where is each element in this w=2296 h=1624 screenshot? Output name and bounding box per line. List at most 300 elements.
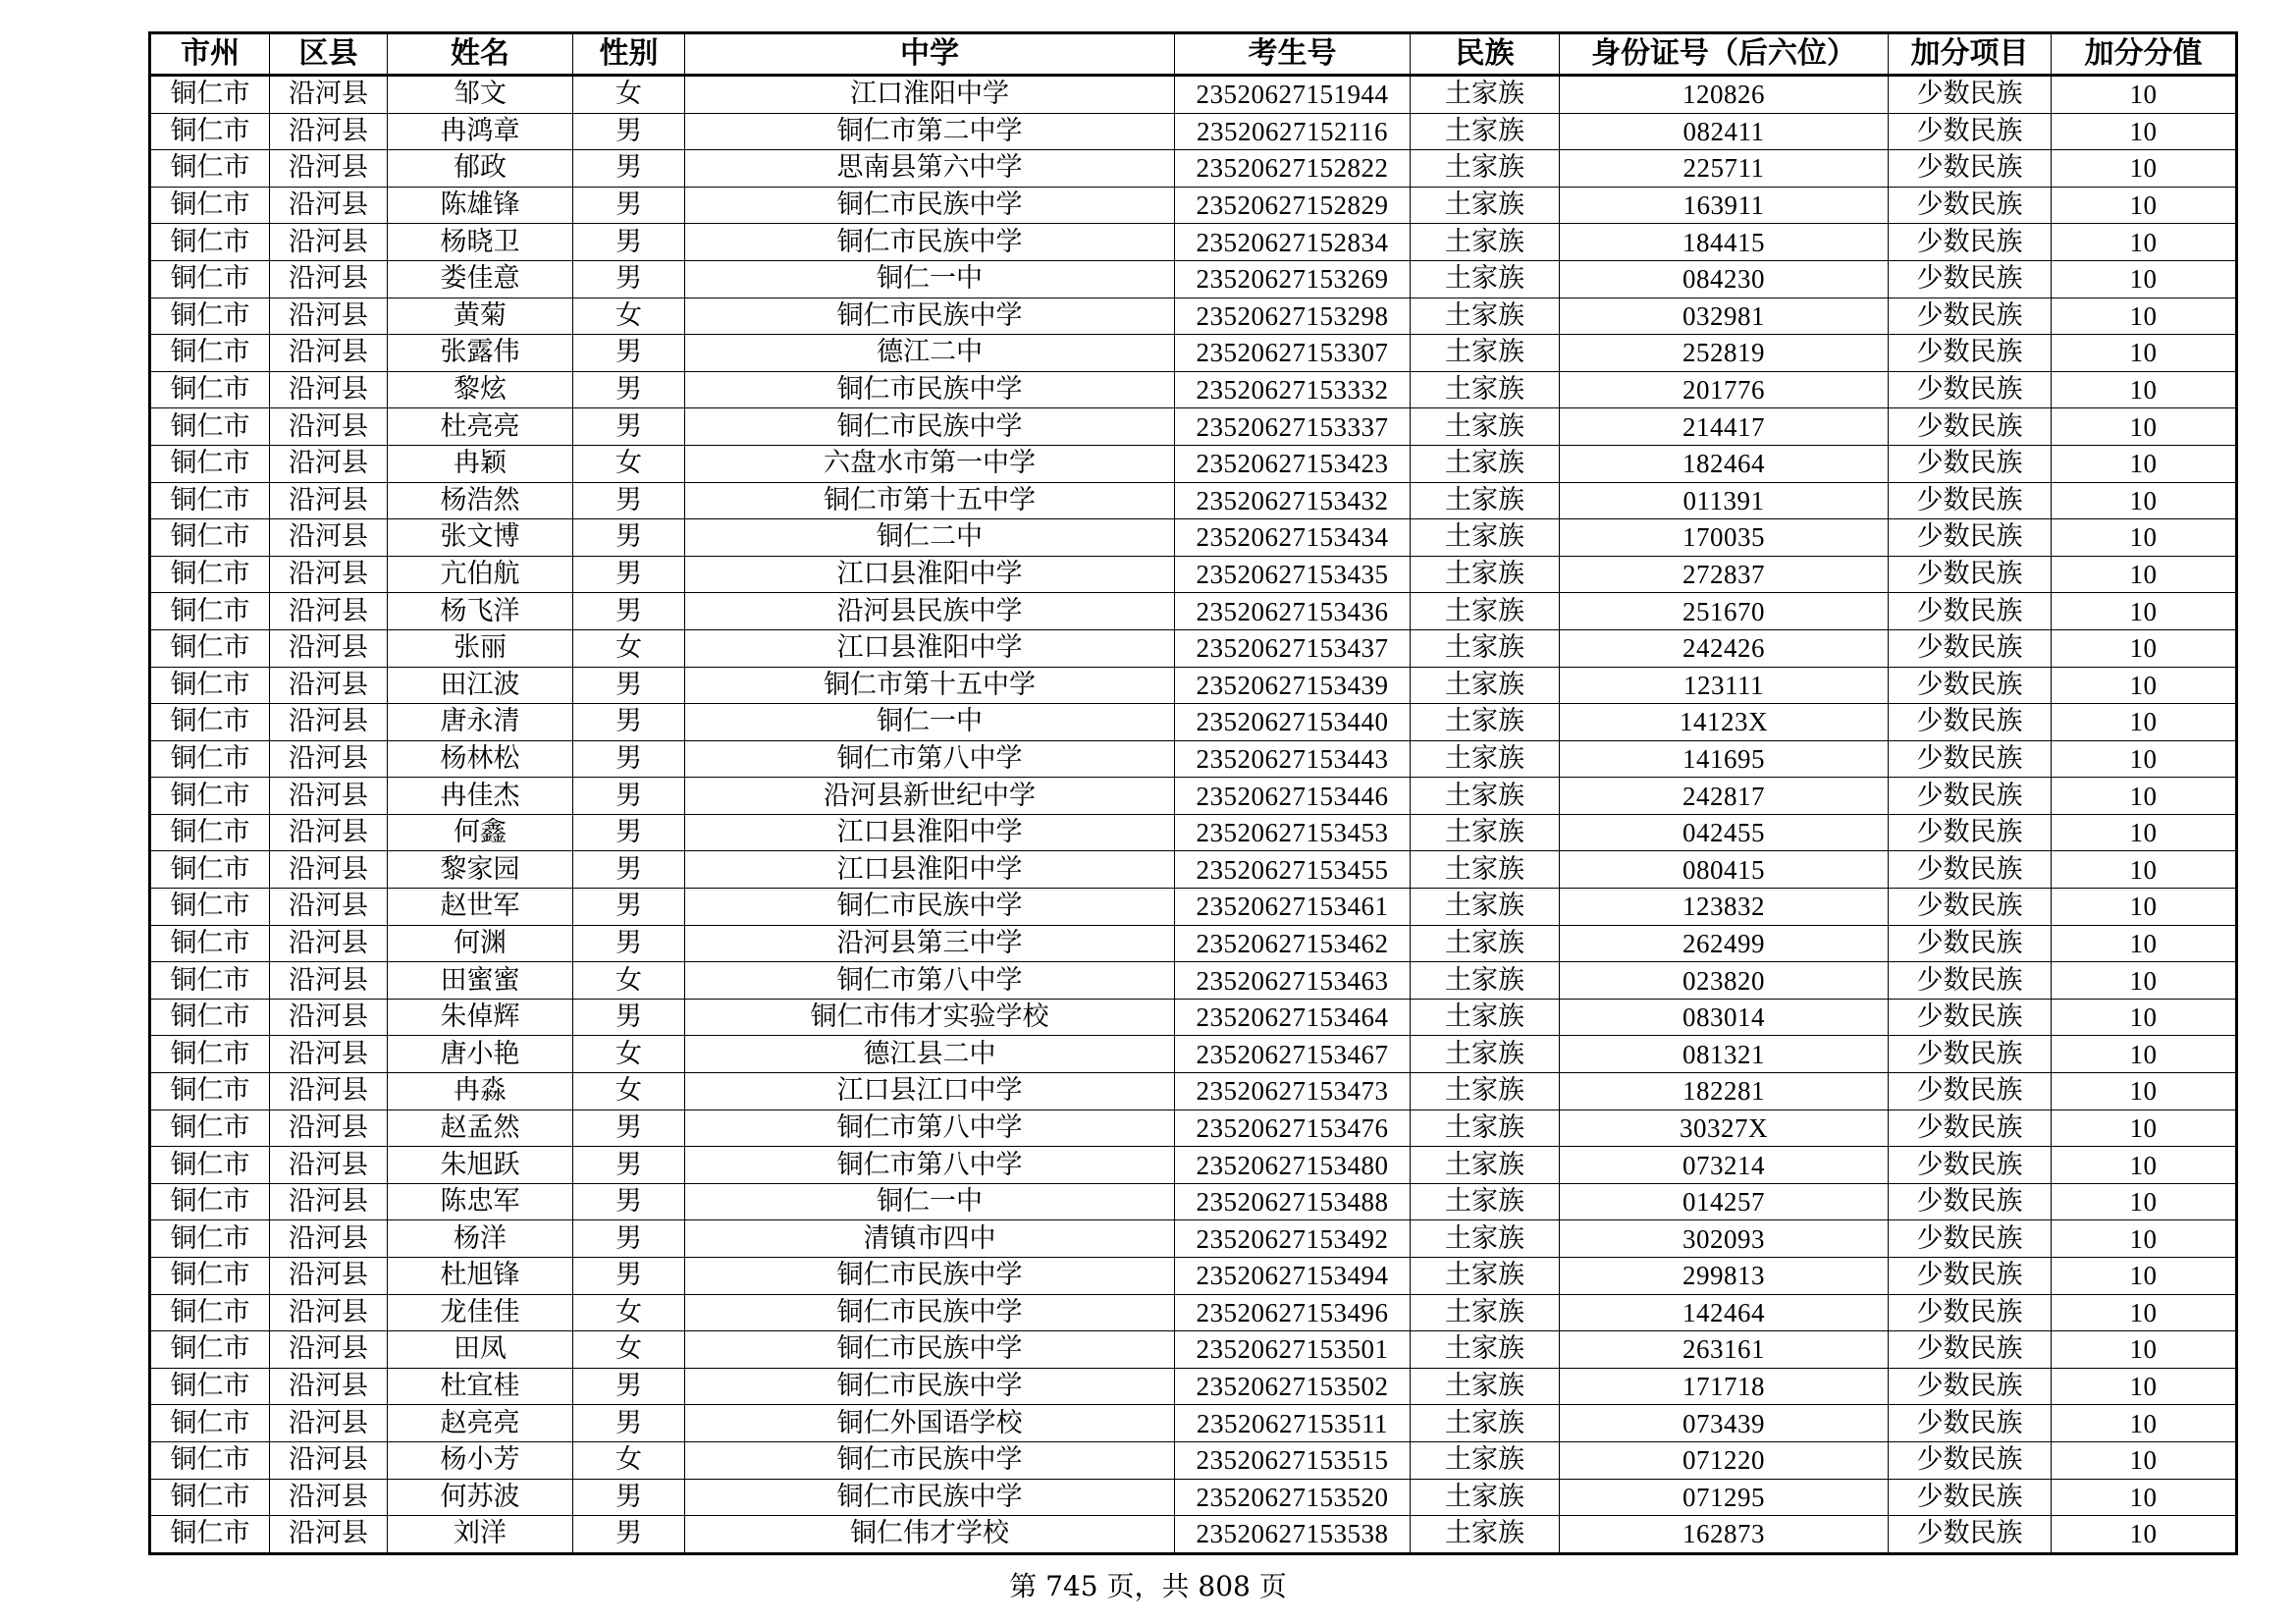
cell-name: 赵亮亮 xyxy=(388,1405,573,1442)
cell-city: 铜仁市 xyxy=(150,1368,270,1405)
cell-ethnicity: 土家族 xyxy=(1411,1368,1560,1405)
cell-gender: 女 xyxy=(573,298,685,335)
cell-name: 龙佳佳 xyxy=(388,1294,573,1331)
cell-gender: 男 xyxy=(573,187,685,224)
cell-id-last-six: 084230 xyxy=(1560,260,1889,298)
cell-ethnicity: 土家族 xyxy=(1411,1110,1560,1147)
cell-school: 铜仁市民族中学 xyxy=(685,187,1175,224)
cell-ethnicity: 土家族 xyxy=(1411,704,1560,741)
cell-ethnicity: 土家族 xyxy=(1411,778,1560,815)
cell-gender: 女 xyxy=(573,1294,685,1331)
cell-school: 铜仁市民族中学 xyxy=(685,1368,1175,1405)
table-row xyxy=(150,556,2237,593)
cell-ethnicity: 土家族 xyxy=(1411,1441,1560,1479)
table-row xyxy=(150,629,2237,667)
cell-gender: 男 xyxy=(573,408,685,446)
cell-ethnicity: 土家族 xyxy=(1411,999,1560,1036)
table-row xyxy=(150,962,2237,1000)
cell-name: 黄菊 xyxy=(388,298,573,335)
cell-bonus-value: 10 xyxy=(2052,187,2237,224)
cell-city: 铜仁市 xyxy=(150,1183,270,1220)
cell-name: 亢伯航 xyxy=(388,556,573,593)
cell-bonus-item: 少数民族 xyxy=(1889,851,2052,889)
table-row xyxy=(150,593,2237,630)
cell-school: 铜仁市第八中学 xyxy=(685,962,1175,1000)
cell-exam-number: 23520627153439 xyxy=(1175,667,1411,704)
table-header-row xyxy=(150,33,2237,76)
cell-city: 铜仁市 xyxy=(150,889,270,926)
cell-exam-number: 23520627153520 xyxy=(1175,1479,1411,1516)
table-row xyxy=(150,187,2237,224)
cell-name: 张丽 xyxy=(388,629,573,667)
cell-ethnicity: 土家族 xyxy=(1411,408,1560,446)
cell-exam-number: 23520627153515 xyxy=(1175,1441,1411,1479)
cell-ethnicity: 土家族 xyxy=(1411,1220,1560,1258)
cell-school: 铜仁市民族中学 xyxy=(685,408,1175,446)
cell-school: 铜仁市第十五中学 xyxy=(685,667,1175,704)
cell-school: 铜仁市民族中学 xyxy=(685,371,1175,408)
table-row xyxy=(150,1405,2237,1442)
cell-city: 铜仁市 xyxy=(150,445,270,482)
cell-gender: 男 xyxy=(573,1258,685,1295)
cell-county: 沿河县 xyxy=(270,1183,388,1220)
cell-name: 田江波 xyxy=(388,667,573,704)
cell-ethnicity: 土家族 xyxy=(1411,187,1560,224)
cell-id-last-six: 032981 xyxy=(1560,298,1889,335)
table-row xyxy=(150,1073,2237,1110)
cell-gender: 女 xyxy=(573,629,685,667)
cell-id-last-six: 252819 xyxy=(1560,335,1889,372)
cell-gender: 男 xyxy=(573,371,685,408)
cell-id-last-six: 120826 xyxy=(1560,76,1889,114)
cell-school: 铜仁市第八中学 xyxy=(685,740,1175,778)
cell-id-last-six: 082411 xyxy=(1560,113,1889,150)
cell-gender: 女 xyxy=(573,1331,685,1369)
cell-school: 沿河县民族中学 xyxy=(685,593,1175,630)
cell-id-last-six: 242817 xyxy=(1560,778,1889,815)
header-city: 市州 xyxy=(150,33,270,76)
table-row xyxy=(150,999,2237,1036)
cell-exam-number: 23520627153455 xyxy=(1175,851,1411,889)
cell-county: 沿河县 xyxy=(270,519,388,557)
cell-bonus-item: 少数民族 xyxy=(1889,113,2052,150)
table-row xyxy=(150,704,2237,741)
cell-exam-number: 23520627153492 xyxy=(1175,1220,1411,1258)
cell-school: 江口县江口中学 xyxy=(685,1073,1175,1110)
cell-name: 黎炫 xyxy=(388,371,573,408)
table-row xyxy=(150,1258,2237,1295)
cell-bonus-value: 10 xyxy=(2052,556,2237,593)
cell-bonus-item: 少数民族 xyxy=(1889,408,2052,446)
cell-bonus-value: 10 xyxy=(2052,925,2237,962)
cell-gender: 男 xyxy=(573,482,685,519)
cell-exam-number: 23520627153432 xyxy=(1175,482,1411,519)
cell-name: 郁政 xyxy=(388,150,573,188)
cell-city: 铜仁市 xyxy=(150,408,270,446)
cell-bonus-value: 10 xyxy=(2052,889,2237,926)
cell-school: 江口县淮阳中学 xyxy=(685,556,1175,593)
header-bonus-value: 加分分值 xyxy=(2052,33,2237,76)
cell-bonus-value: 10 xyxy=(2052,150,2237,188)
cell-ethnicity: 土家族 xyxy=(1411,298,1560,335)
table-row xyxy=(150,482,2237,519)
cell-gender: 男 xyxy=(573,113,685,150)
cell-city: 铜仁市 xyxy=(150,1220,270,1258)
cell-gender: 男 xyxy=(573,1183,685,1220)
cell-ethnicity: 土家族 xyxy=(1411,76,1560,114)
cell-bonus-value: 10 xyxy=(2052,629,2237,667)
cell-exam-number: 23520627153423 xyxy=(1175,445,1411,482)
cell-school: 铜仁市第十五中学 xyxy=(685,482,1175,519)
table-row xyxy=(150,814,2237,851)
cell-county: 沿河县 xyxy=(270,1073,388,1110)
cell-id-last-six: 201776 xyxy=(1560,371,1889,408)
cell-county: 沿河县 xyxy=(270,482,388,519)
cell-county: 沿河县 xyxy=(270,1036,388,1073)
cell-id-last-six: 263161 xyxy=(1560,1331,1889,1369)
cell-bonus-value: 10 xyxy=(2052,1294,2237,1331)
cell-school: 铜仁市民族中学 xyxy=(685,1441,1175,1479)
cell-ethnicity: 土家族 xyxy=(1411,925,1560,962)
cell-ethnicity: 土家族 xyxy=(1411,482,1560,519)
cell-bonus-item: 少数民族 xyxy=(1889,150,2052,188)
cell-gender: 女 xyxy=(573,962,685,1000)
cell-bonus-item: 少数民族 xyxy=(1889,889,2052,926)
table-row xyxy=(150,1368,2237,1405)
cell-id-last-six: 299813 xyxy=(1560,1258,1889,1295)
cell-ethnicity: 土家族 xyxy=(1411,335,1560,372)
cell-ethnicity: 土家族 xyxy=(1411,1331,1560,1369)
cell-county: 沿河县 xyxy=(270,962,388,1000)
cell-city: 铜仁市 xyxy=(150,629,270,667)
cell-bonus-value: 10 xyxy=(2052,224,2237,261)
cell-city: 铜仁市 xyxy=(150,1331,270,1369)
cell-exam-number: 23520627153436 xyxy=(1175,593,1411,630)
cell-gender: 男 xyxy=(573,556,685,593)
cell-bonus-value: 10 xyxy=(2052,335,2237,372)
cell-ethnicity: 土家族 xyxy=(1411,1479,1560,1516)
cell-gender: 男 xyxy=(573,260,685,298)
cell-city: 铜仁市 xyxy=(150,667,270,704)
cell-gender: 男 xyxy=(573,1405,685,1442)
cell-name: 唐小艳 xyxy=(388,1036,573,1073)
cell-exam-number: 23520627153480 xyxy=(1175,1147,1411,1184)
cell-county: 沿河县 xyxy=(270,629,388,667)
cell-id-last-six: 302093 xyxy=(1560,1220,1889,1258)
cell-name: 杨飞洋 xyxy=(388,593,573,630)
cell-school: 铜仁一中 xyxy=(685,704,1175,741)
cell-county: 沿河县 xyxy=(270,1147,388,1184)
cell-county: 沿河县 xyxy=(270,335,388,372)
cell-bonus-value: 10 xyxy=(2052,408,2237,446)
cell-bonus-value: 10 xyxy=(2052,1405,2237,1442)
cell-name: 何苏波 xyxy=(388,1479,573,1516)
cell-city: 铜仁市 xyxy=(150,1258,270,1295)
cell-county: 沿河县 xyxy=(270,999,388,1036)
cell-gender: 男 xyxy=(573,1220,685,1258)
cell-city: 铜仁市 xyxy=(150,593,270,630)
cell-id-last-six: 182281 xyxy=(1560,1073,1889,1110)
cell-bonus-value: 10 xyxy=(2052,667,2237,704)
cell-gender: 男 xyxy=(573,1368,685,1405)
table-row xyxy=(150,778,2237,815)
cell-city: 铜仁市 xyxy=(150,1516,270,1554)
cell-name: 朱旭跃 xyxy=(388,1147,573,1184)
cell-school: 思南县第六中学 xyxy=(685,150,1175,188)
header-gender: 性别 xyxy=(573,33,685,76)
cell-bonus-item: 少数民族 xyxy=(1889,814,2052,851)
cell-city: 铜仁市 xyxy=(150,1479,270,1516)
cell-bonus-item: 少数民族 xyxy=(1889,667,2052,704)
cell-school: 德江县二中 xyxy=(685,1036,1175,1073)
cell-city: 铜仁市 xyxy=(150,925,270,962)
cell-id-last-six: 080415 xyxy=(1560,851,1889,889)
table-row xyxy=(150,925,2237,962)
cell-city: 铜仁市 xyxy=(150,76,270,114)
cell-county: 沿河县 xyxy=(270,1441,388,1479)
cell-ethnicity: 土家族 xyxy=(1411,445,1560,482)
cell-gender: 男 xyxy=(573,999,685,1036)
table-row xyxy=(150,1147,2237,1184)
cell-bonus-value: 10 xyxy=(2052,1110,2237,1147)
cell-exam-number: 23520627153440 xyxy=(1175,704,1411,741)
cell-bonus-item: 少数民族 xyxy=(1889,1110,2052,1147)
cell-bonus-item: 少数民族 xyxy=(1889,1294,2052,1331)
cell-id-last-six: 081321 xyxy=(1560,1036,1889,1073)
cell-bonus-value: 10 xyxy=(2052,704,2237,741)
cell-gender: 男 xyxy=(573,593,685,630)
cell-bonus-value: 10 xyxy=(2052,1368,2237,1405)
cell-school: 江口县淮阳中学 xyxy=(685,629,1175,667)
cell-bonus-value: 10 xyxy=(2052,445,2237,482)
cell-id-last-six: 262499 xyxy=(1560,925,1889,962)
cell-gender: 女 xyxy=(573,1441,685,1479)
cell-ethnicity: 土家族 xyxy=(1411,814,1560,851)
cell-school: 铜仁二中 xyxy=(685,519,1175,557)
cell-city: 铜仁市 xyxy=(150,371,270,408)
cell-city: 铜仁市 xyxy=(150,260,270,298)
cell-bonus-value: 10 xyxy=(2052,1073,2237,1110)
cell-name: 杨林松 xyxy=(388,740,573,778)
header-id-last-six: 身份证号（后六位） xyxy=(1560,33,1889,76)
cell-name: 唐永清 xyxy=(388,704,573,741)
cell-id-last-six: 30327X xyxy=(1560,1110,1889,1147)
cell-bonus-value: 10 xyxy=(2052,1258,2237,1295)
cell-ethnicity: 土家族 xyxy=(1411,851,1560,889)
cell-gender: 男 xyxy=(573,519,685,557)
cell-ethnicity: 土家族 xyxy=(1411,1036,1560,1073)
table-row xyxy=(150,889,2237,926)
cell-bonus-value: 10 xyxy=(2052,1220,2237,1258)
cell-id-last-six: 163911 xyxy=(1560,187,1889,224)
cell-bonus-item: 少数民族 xyxy=(1889,335,2052,372)
cell-name: 杨小芳 xyxy=(388,1441,573,1479)
cell-bonus-item: 少数民族 xyxy=(1889,1036,2052,1073)
bonus-points-table xyxy=(148,31,2238,1555)
cell-school: 铜仁一中 xyxy=(685,260,1175,298)
cell-city: 铜仁市 xyxy=(150,556,270,593)
table-row xyxy=(150,851,2237,889)
cell-bonus-value: 10 xyxy=(2052,1147,2237,1184)
cell-ethnicity: 土家族 xyxy=(1411,889,1560,926)
cell-ethnicity: 土家族 xyxy=(1411,740,1560,778)
cell-ethnicity: 土家族 xyxy=(1411,1294,1560,1331)
cell-ethnicity: 土家族 xyxy=(1411,593,1560,630)
cell-gender: 男 xyxy=(573,335,685,372)
cell-school: 江口淮阳中学 xyxy=(685,76,1175,114)
cell-county: 沿河县 xyxy=(270,224,388,261)
table-row xyxy=(150,1516,2237,1554)
cell-bonus-value: 10 xyxy=(2052,999,2237,1036)
cell-county: 沿河县 xyxy=(270,1516,388,1554)
cell-school: 铜仁伟才学校 xyxy=(685,1516,1175,1554)
header-ethnicity: 民族 xyxy=(1411,33,1560,76)
cell-county: 沿河县 xyxy=(270,1258,388,1295)
cell-city: 铜仁市 xyxy=(150,1073,270,1110)
cell-name: 陈忠军 xyxy=(388,1183,573,1220)
cell-county: 沿河县 xyxy=(270,889,388,926)
cell-county: 沿河县 xyxy=(270,1405,388,1442)
cell-gender: 女 xyxy=(573,76,685,114)
cell-bonus-value: 10 xyxy=(2052,1183,2237,1220)
cell-bonus-item: 少数民族 xyxy=(1889,1516,2052,1554)
cell-exam-number: 23520627153462 xyxy=(1175,925,1411,962)
table-row xyxy=(150,298,2237,335)
cell-id-last-six: 162873 xyxy=(1560,1516,1889,1554)
cell-ethnicity: 土家族 xyxy=(1411,556,1560,593)
cell-bonus-value: 10 xyxy=(2052,76,2237,114)
cell-gender: 男 xyxy=(573,667,685,704)
cell-bonus-value: 10 xyxy=(2052,1516,2237,1554)
cell-name: 杜亮亮 xyxy=(388,408,573,446)
cell-name: 何鑫 xyxy=(388,814,573,851)
table-row xyxy=(150,1110,2237,1147)
cell-exam-number: 23520627153446 xyxy=(1175,778,1411,815)
cell-gender: 男 xyxy=(573,740,685,778)
cell-school: 清镇市四中 xyxy=(685,1220,1175,1258)
header-school: 中学 xyxy=(685,33,1175,76)
table-row xyxy=(150,260,2237,298)
cell-id-last-six: 123832 xyxy=(1560,889,1889,926)
cell-bonus-item: 少数民族 xyxy=(1889,298,2052,335)
cell-name: 杨浩然 xyxy=(388,482,573,519)
table-row xyxy=(150,76,2237,114)
cell-id-last-six: 042455 xyxy=(1560,814,1889,851)
cell-county: 沿河县 xyxy=(270,925,388,962)
cell-ethnicity: 土家族 xyxy=(1411,1183,1560,1220)
cell-id-last-six: 272837 xyxy=(1560,556,1889,593)
cell-exam-number: 23520627153269 xyxy=(1175,260,1411,298)
cell-exam-number: 23520627153298 xyxy=(1175,298,1411,335)
cell-bonus-item: 少数民族 xyxy=(1889,740,2052,778)
cell-county: 沿河县 xyxy=(270,445,388,482)
table-row xyxy=(150,1331,2237,1369)
header-name: 姓名 xyxy=(388,33,573,76)
table-row xyxy=(150,1479,2237,1516)
cell-exam-number: 23520627153332 xyxy=(1175,371,1411,408)
cell-city: 铜仁市 xyxy=(150,482,270,519)
cell-bonus-item: 少数民族 xyxy=(1889,999,2052,1036)
cell-name: 张露伟 xyxy=(388,335,573,372)
cell-bonus-value: 10 xyxy=(2052,260,2237,298)
cell-bonus-item: 少数民族 xyxy=(1889,371,2052,408)
cell-bonus-item: 少数民族 xyxy=(1889,629,2052,667)
cell-school: 沿河县第三中学 xyxy=(685,925,1175,962)
cell-city: 铜仁市 xyxy=(150,187,270,224)
cell-gender: 男 xyxy=(573,889,685,926)
cell-county: 沿河县 xyxy=(270,371,388,408)
cell-school: 铜仁市民族中学 xyxy=(685,1294,1175,1331)
cell-name: 赵世军 xyxy=(388,889,573,926)
cell-bonus-value: 10 xyxy=(2052,1036,2237,1073)
table-row xyxy=(150,113,2237,150)
cell-city: 铜仁市 xyxy=(150,1441,270,1479)
cell-exam-number: 23520627153494 xyxy=(1175,1258,1411,1295)
cell-bonus-item: 少数民族 xyxy=(1889,1183,2052,1220)
cell-bonus-value: 10 xyxy=(2052,778,2237,815)
cell-id-last-six: 071295 xyxy=(1560,1479,1889,1516)
cell-school: 铜仁市民族中学 xyxy=(685,1479,1175,1516)
cell-bonus-item: 少数民族 xyxy=(1889,925,2052,962)
cell-bonus-item: 少数民族 xyxy=(1889,962,2052,1000)
cell-bonus-item: 少数民族 xyxy=(1889,260,2052,298)
cell-name: 冉颖 xyxy=(388,445,573,482)
cell-name: 杜宜桂 xyxy=(388,1368,573,1405)
table-row xyxy=(150,1441,2237,1479)
cell-name: 冉佳杰 xyxy=(388,778,573,815)
cell-bonus-item: 少数民族 xyxy=(1889,187,2052,224)
cell-gender: 女 xyxy=(573,445,685,482)
cell-bonus-item: 少数民族 xyxy=(1889,482,2052,519)
cell-id-last-six: 14123X xyxy=(1560,704,1889,741)
cell-bonus-value: 10 xyxy=(2052,1479,2237,1516)
table-row xyxy=(150,335,2237,372)
cell-id-last-six: 083014 xyxy=(1560,999,1889,1036)
cell-name: 邹文 xyxy=(388,76,573,114)
cell-ethnicity: 土家族 xyxy=(1411,519,1560,557)
cell-city: 铜仁市 xyxy=(150,1147,270,1184)
cell-gender: 男 xyxy=(573,704,685,741)
cell-bonus-value: 10 xyxy=(2052,1441,2237,1479)
cell-gender: 男 xyxy=(573,925,685,962)
cell-city: 铜仁市 xyxy=(150,851,270,889)
cell-bonus-value: 10 xyxy=(2052,814,2237,851)
cell-exam-number: 23520627152829 xyxy=(1175,187,1411,224)
cell-id-last-six: 184415 xyxy=(1560,224,1889,261)
cell-name: 刘洋 xyxy=(388,1516,573,1554)
cell-id-last-six: 242426 xyxy=(1560,629,1889,667)
cell-name: 何渊 xyxy=(388,925,573,962)
cell-city: 铜仁市 xyxy=(150,962,270,1000)
cell-bonus-item: 少数民族 xyxy=(1889,1220,2052,1258)
cell-gender: 男 xyxy=(573,778,685,815)
cell-ethnicity: 土家族 xyxy=(1411,629,1560,667)
table-row xyxy=(150,1036,2237,1073)
cell-ethnicity: 土家族 xyxy=(1411,1258,1560,1295)
cell-bonus-item: 少数民族 xyxy=(1889,519,2052,557)
cell-ethnicity: 土家族 xyxy=(1411,1147,1560,1184)
cell-county: 沿河县 xyxy=(270,814,388,851)
cell-name: 冉淼 xyxy=(388,1073,573,1110)
cell-city: 铜仁市 xyxy=(150,298,270,335)
cell-id-last-six: 182464 xyxy=(1560,445,1889,482)
cell-school: 铜仁外国语学校 xyxy=(685,1405,1175,1442)
table-row xyxy=(150,519,2237,557)
cell-city: 铜仁市 xyxy=(150,224,270,261)
table-row xyxy=(150,1220,2237,1258)
cell-gender: 男 xyxy=(573,851,685,889)
table-row xyxy=(150,1294,2237,1331)
